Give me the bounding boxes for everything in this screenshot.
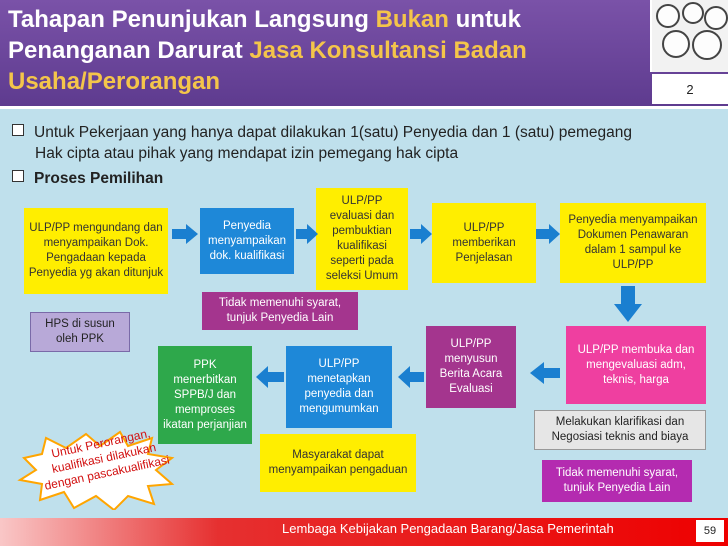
bullet-1-line2: Hak cipta atau pihak yang mendapat izin pemegang hak cipta — [35, 145, 459, 162]
flow-step-kualifikasi: Penyedia menyampaikan dok. kualifikasi — [200, 208, 294, 274]
arrow-down-icon — [614, 286, 642, 322]
slide-title — [8, 4, 648, 97]
arrow-left-icon — [256, 366, 284, 388]
arrow-left-icon — [398, 366, 424, 388]
flow-step-berita-acara: ULP/PP menyusun Berita Acara Evaluasi — [426, 326, 516, 408]
flow-step-evaluasi: ULP/PP evaluasi dan pembuktian kualifikasi seperti pada seleksi Umum — [316, 188, 408, 290]
arrow-right-icon — [172, 224, 198, 244]
checkbox-bullet-icon — [12, 124, 24, 136]
arrow-left-icon — [530, 362, 560, 384]
flow-step-sppbj: PPK menerbitkan SPPB/J dan memproses ikatan perjanjian — [158, 346, 252, 444]
flow-note-hps: HPS di susun oleh PPK — [30, 312, 130, 352]
checkbox-bullet-icon — [12, 170, 24, 182]
bullet-1-line1: Untuk Pekerjaan yang hanya dapat dilakukan 1(satu) Penyedia dan 1 (satu) pemegang — [34, 124, 633, 141]
header-divider — [0, 106, 728, 109]
footer-text: Lembaga Kebijakan Pengadaan Barang/Jasa Pemerintah — [282, 521, 614, 536]
flow-step-penetapan: ULP/PP menetapkan penyedia dan mengumumkan — [286, 346, 392, 428]
arrow-right-icon — [410, 224, 432, 244]
title-highlight-2: Jasa Konsultansi Badan Usaha/Perorangan — [8, 37, 527, 95]
arrow-right-icon — [296, 224, 318, 244]
title-part2: untuk Penanganan Darurat — [8, 6, 521, 64]
page-number: 59 — [696, 520, 724, 542]
flow-step-penjelasan: ULP/PP memberikan Penjelasan — [432, 203, 536, 283]
title-part1: Tahapan Penunjukan Langsung — [8, 6, 376, 33]
bullet-1 — [12, 122, 632, 164]
bullet-2 — [12, 168, 163, 189]
bullet-2-text: Proses Pemilihan — [34, 170, 164, 187]
clocks-photo — [650, 0, 728, 72]
flow-step-klarifikasi: Melakukan klarifikasi dan Negosiasi teknis and biaya — [534, 410, 706, 450]
arrow-right-icon — [536, 224, 560, 244]
flow-note-pengaduan: Masyarakat dapat menyampaikan pengaduan — [260, 434, 416, 492]
flow-step-undang: ULP/PP mengundang dan menyampaikan Dok. Pengadaan kepada Penyedia yg akan ditunjuk — [24, 208, 168, 294]
flow-note-tidak-memenuhi-2: Tidak memenuhi syarat, tunjuk Penyedia Lain — [542, 460, 692, 502]
flow-step-buka-evaluasi: ULP/PP membuka dan mengevaluasi adm, teknis, harga — [566, 326, 706, 404]
flow-note-tidak-memenuhi-1: Tidak memenuhi syarat, tunjuk Penyedia Lain — [202, 292, 358, 330]
starburst-text: Untuk Perorangan, kualifikasi dilakukan dengan pascakualifikasi — [43, 426, 171, 493]
flow-step-penawaran: Penyedia menyampaikan Dokumen Penawaran dalam 1 sampul ke ULP/PP — [560, 203, 706, 283]
slide-number: 2 — [652, 74, 728, 104]
title-highlight-1: Bukan — [375, 6, 449, 33]
